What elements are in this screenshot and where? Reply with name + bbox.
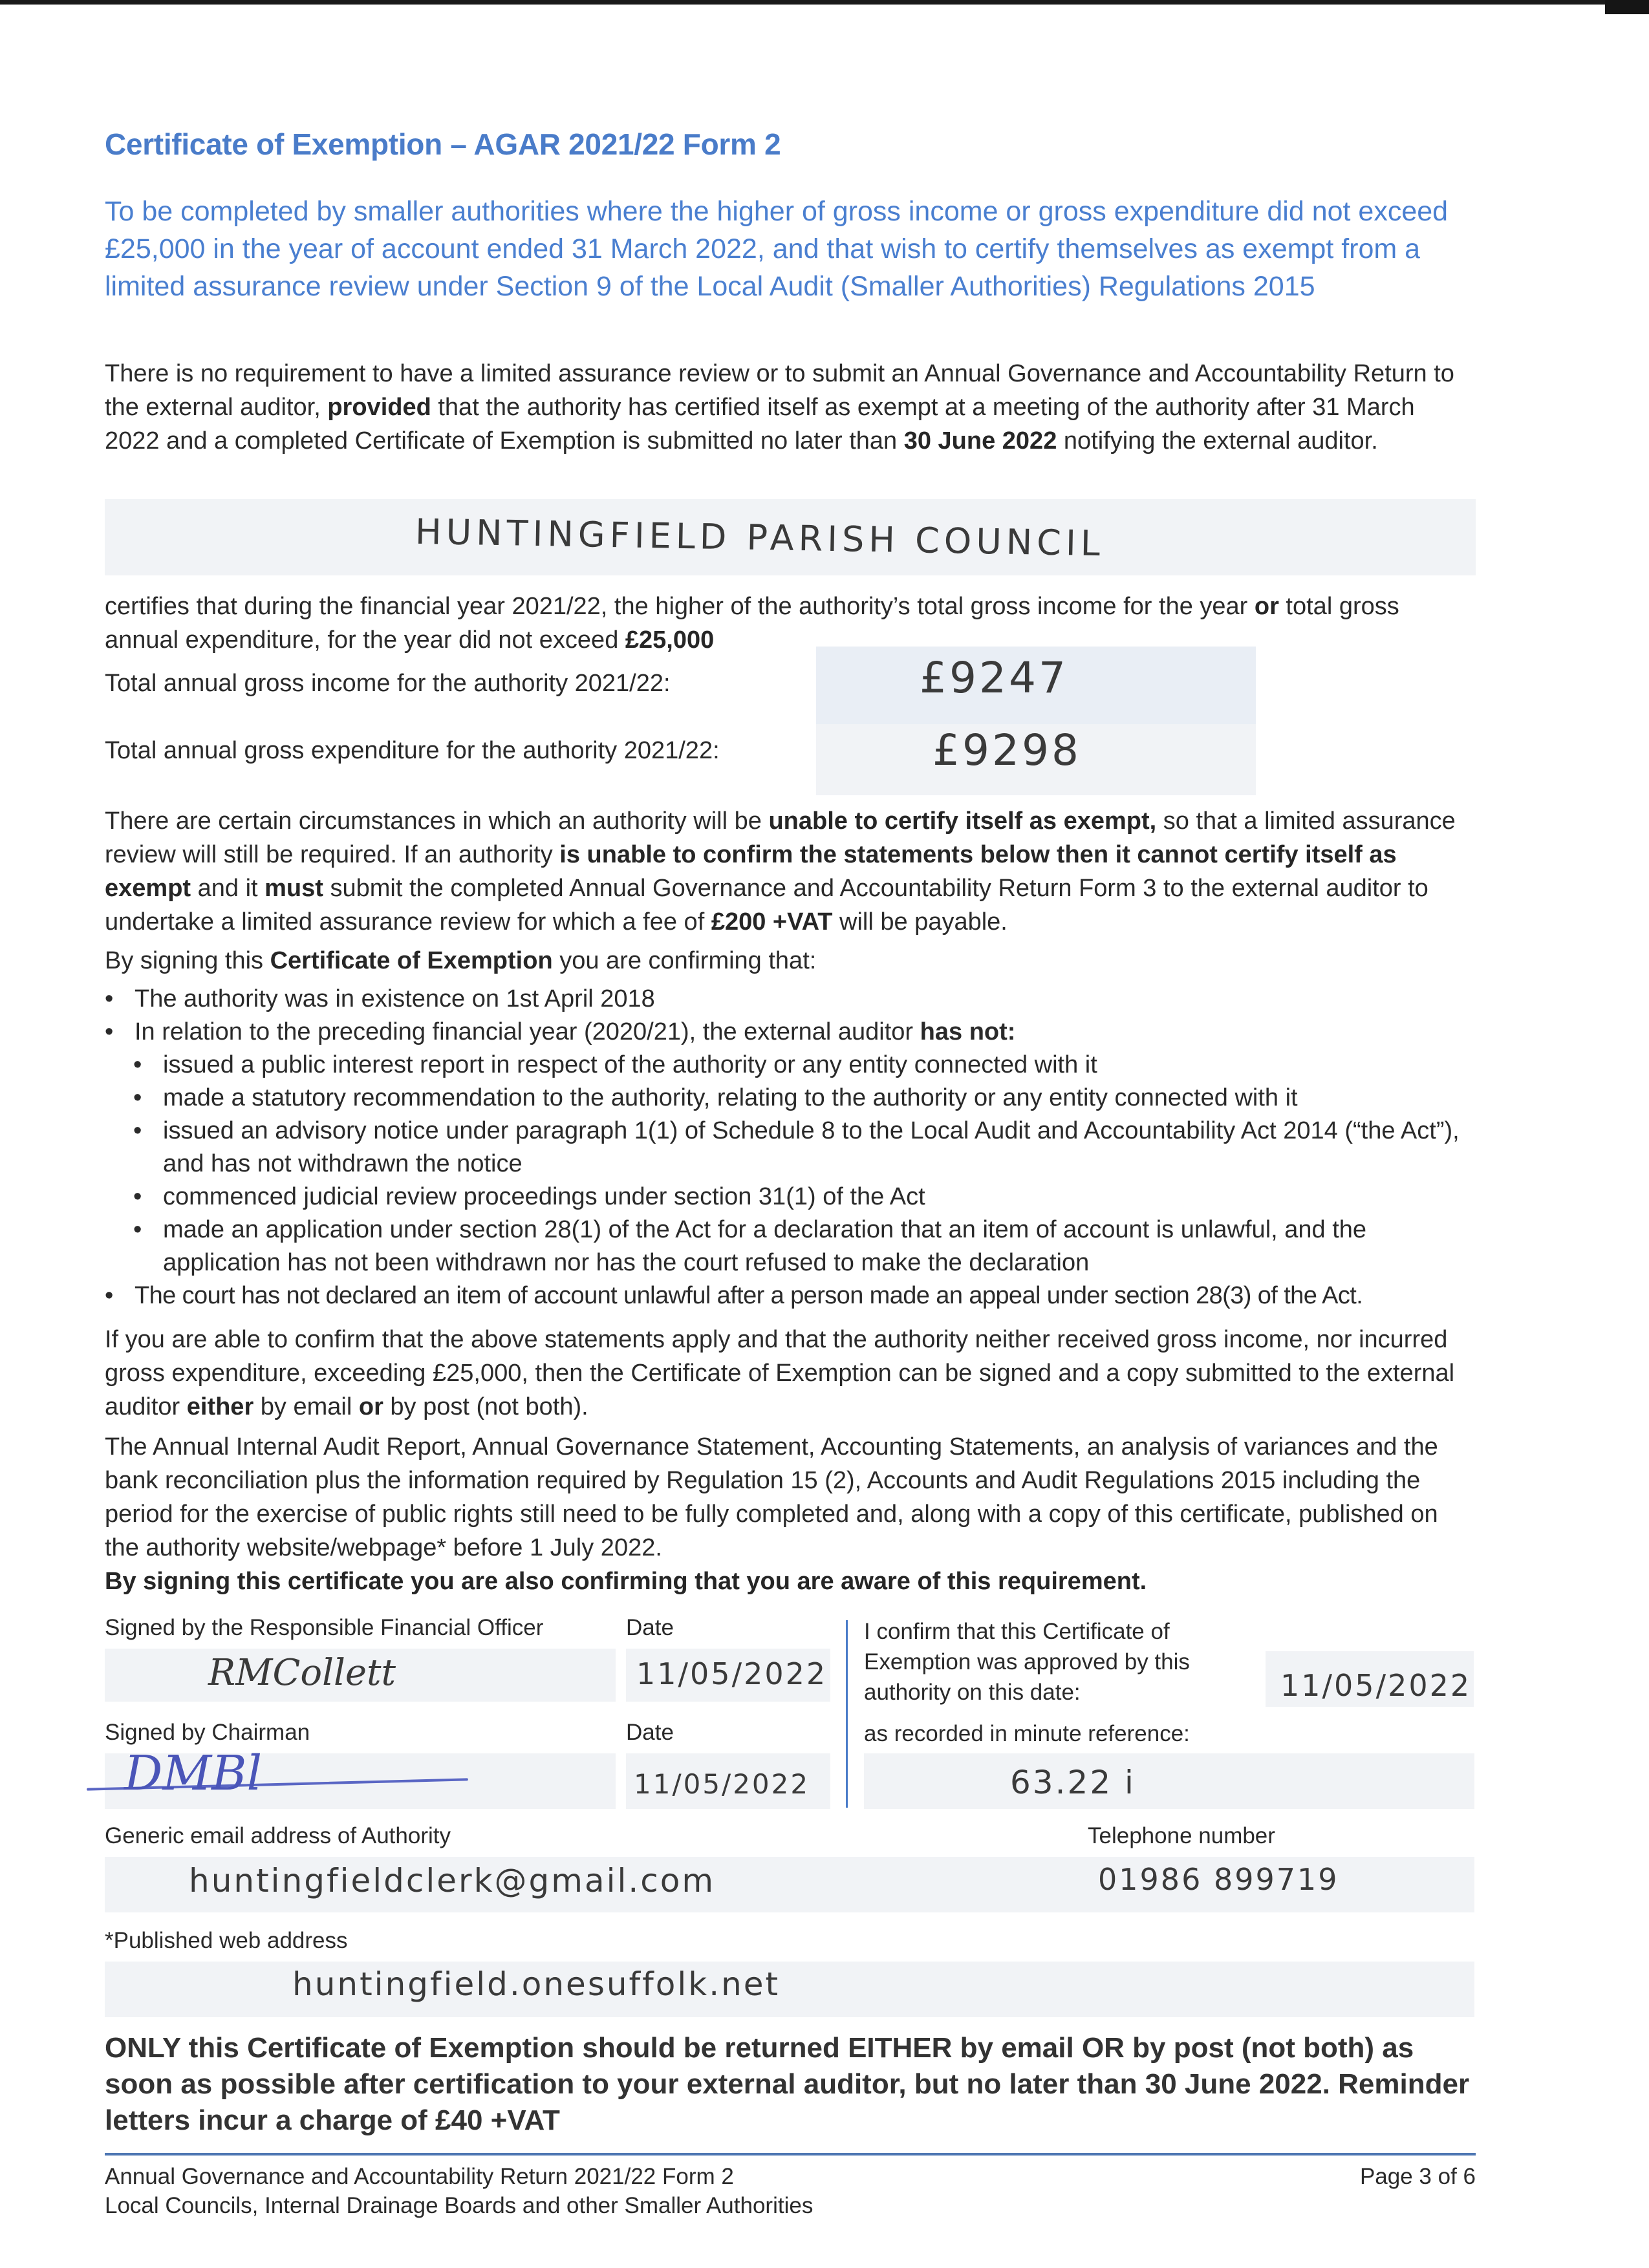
minute-reference-value: 63.22 i: [1010, 1764, 1136, 1801]
return-notice: ONLY this Certificate of Exemption should be returned EITHER by email OR by post (not both) as soon as possible after certification to your external auditor, but no later than 30 June 2022. Reminder letters incur a charge of £40 +VAT: [105, 2032, 1470, 2136]
approval-date-value: 11/05/2022: [1280, 1668, 1472, 1703]
page-subtitle: To be completed by smaller authorities where the higher of gross income or gross expenditure did not exceed £25,000 in the year of account ended 31 March 2022, and that wish to certify themselves as exempt from a limited assurance review under Section 9 of the Local Audit (Smaller Authorities) Regulations 2015: [105, 196, 1449, 302]
list-item: • made an application under section 28(1) of the Act for a declaration that an item of account is unlawful, and the application has not been withdrawn nor has the court refused to make the declaration: [105, 1214, 1476, 1279]
chairman-date-value: 11/05/2022: [634, 1768, 810, 1800]
scan-edge-corner: [1605, 0, 1649, 14]
web-address-label: *Published web address: [105, 1928, 348, 1953]
email-label: Generic email address of Authority: [105, 1823, 451, 1848]
able-paragraph: If you are able to confirm that the above statements apply and that the authority neither received gross income, nor incurred gross expenditure, exceeding £25,000, then the Certificate of Exemption can be signed and a copy submitted to the external auditor either by email or by post (not both).: [105, 1326, 1455, 1420]
authority-name-value: HUNTINGFIELD PARISH COUNCIL: [415, 511, 1105, 564]
list-item: • issued an advisory notice under paragraph 1(1) of Schedule 8 to the Local Audit and Accountability Act 2014 (“the Act”), and has not withdrawn the notice: [105, 1115, 1476, 1181]
income-value: £9247: [920, 653, 1068, 703]
list-item: • The authority was in existence on 1st April 2018: [105, 983, 1476, 1016]
chairman-signature-label: Signed by Chairman: [105, 1720, 310, 1745]
confirmation-list: [105, 983, 1476, 1312]
page-title: Certificate of Exemption – AGAR 2021/22 Form 2: [105, 127, 781, 161]
rfo-date-label: Date: [626, 1615, 674, 1640]
rfo-date-value: 11/05/2022: [636, 1656, 828, 1691]
footer-divider: [105, 2153, 1476, 2156]
list-item: • commenced judicial review proceedings under section 31(1) of the Act: [105, 1181, 1476, 1214]
circumstances-paragraph: There are certain circumstances in which an authority will be unable to certify itself as exempt, so that a limited assurance review will still be required. If an authority is unable to confirm the statements below then it cannot certify itself as exempt and it must submit the completed Annual Governance and Accountability Return Form 3 to the external auditor to undertake a limited assurance review for which a fee of £200 +VAT will be payable.: [105, 808, 1456, 936]
scan-edge-top: [0, 0, 1649, 5]
minute-reference-label: as recorded in minute reference:: [864, 1721, 1190, 1746]
signature-divider: [846, 1620, 848, 1808]
income-label: Total annual gross income for the authority 2021/22:: [105, 670, 671, 697]
minute-reference-field[interactable]: [864, 1753, 1474, 1809]
list-item: • issued a public interest report in respect of the authority or any entity connected with it: [105, 1049, 1476, 1082]
list-item: • The court has not declared an item of account unlawful after a person made an appeal under section 28(3) of the Act.: [105, 1279, 1476, 1312]
expenditure-value: £9298: [932, 725, 1081, 775]
footer-subtitle: Local Councils, Internal Drainage Boards and other Smaller Authorities: [105, 2193, 814, 2218]
publication-paragraph: The Annual Internal Audit Report, Annual Governance Statement, Accounting Statements, an analysis of variances and the bank reconciliation plus the information required by Regulation 15 (2), Accounts and Audit Regulations 2015 including the period for the exercise of public rights still need to be fully completed and, along with a copy of this certificate, published on the authority website/webpage* before 1 July 2022. By signing this certificate you are also confirming that you are aware of this requirement.: [105, 1433, 1438, 1595]
chairman-signature-value: DMBl: [124, 1746, 263, 1801]
intro-paragraph: There is no requirement to have a limited assurance review or to submit an Annual Governance and Accountability Return to the external auditor, provided that the authority has certified itself as exempt at a meeting of the authority after 31 March 2022 and a completed Certificate of Exemption is submitted no later than 30 June 2022 notifying the external auditor.: [105, 360, 1454, 455]
confirming-heading: By signing this Certificate of Exemption you are confirming that:: [105, 947, 817, 974]
telephone-value: 01986 899719: [1098, 1862, 1339, 1897]
footer-form-title: Annual Governance and Accountability Return 2021/22 Form 2: [105, 2164, 734, 2189]
web-address-value: huntingfield.onesuffolk.net: [292, 1965, 781, 2003]
telephone-label: Telephone number: [1088, 1823, 1275, 1848]
rfo-signature-label: Signed by the Responsible Financial Officer: [105, 1615, 544, 1640]
list-item: • In relation to the preceding financial year (2020/21), the external auditor has not:: [105, 1016, 1476, 1049]
expenditure-label: Total annual gross expenditure for the authority 2021/22:: [105, 737, 720, 764]
rfo-signature-value: RMCollett: [208, 1652, 396, 1694]
certifies-paragraph: certifies that during the financial year 2021/22, the higher of the authority’s total gross income for the year or total gross annual expenditure, for the year did not exceed £25,000: [105, 593, 1399, 654]
email-value: huntingfieldclerk@gmail.com: [189, 1862, 716, 1899]
page-number: Page 3 of 6: [1359, 2164, 1476, 2189]
chairman-date-label: Date: [626, 1720, 674, 1745]
approval-date-label: I confirm that this Certificate of Exemption was approved by this authority on this date:: [864, 1619, 1190, 1705]
list-item: • made a statutory recommendation to the authority, relating to the authority or any entity connected with it: [105, 1082, 1476, 1115]
